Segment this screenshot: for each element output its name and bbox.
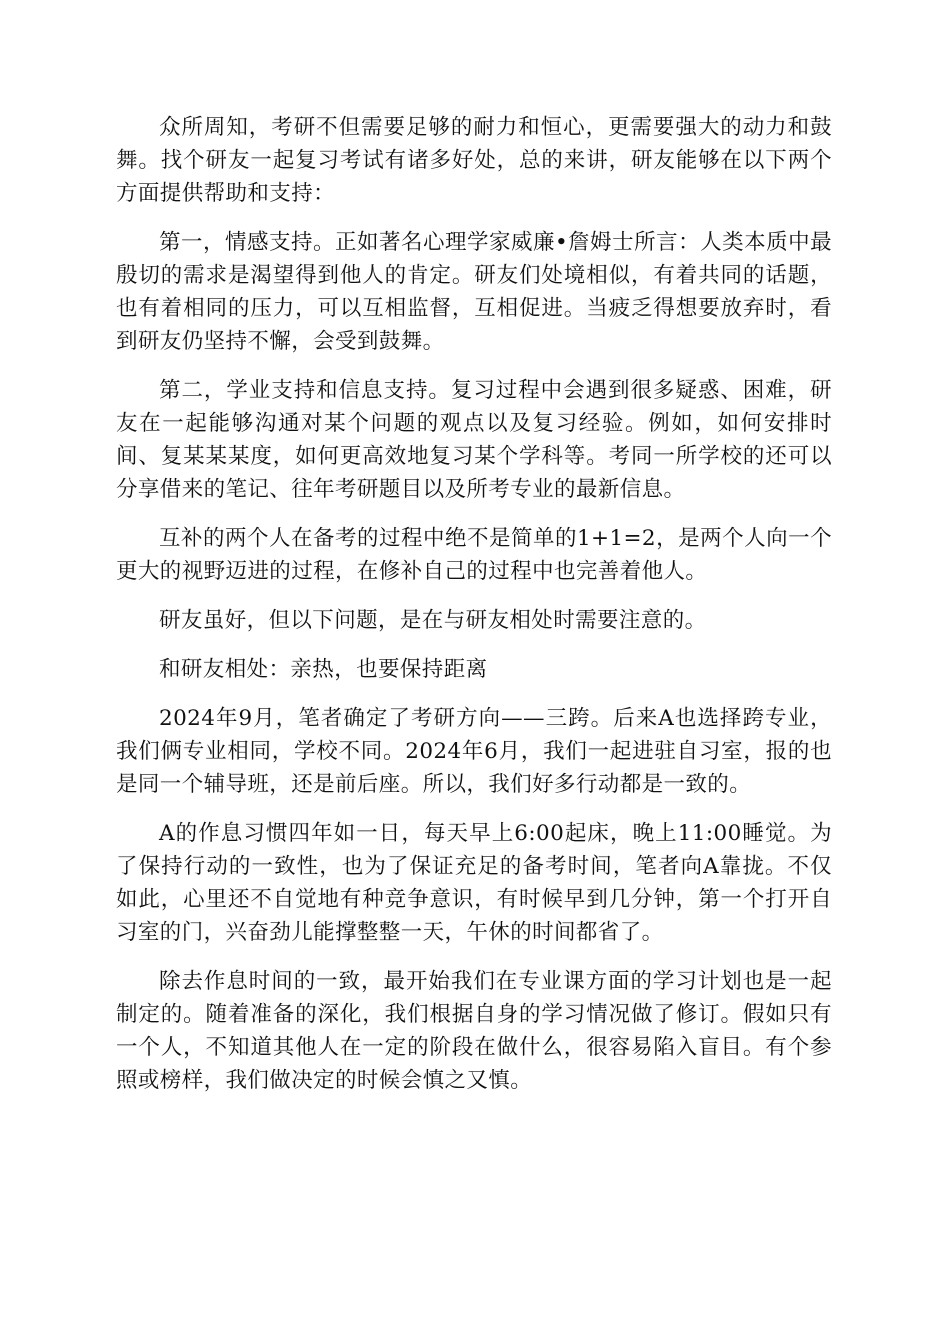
section-heading: 和研友相处：亲热，也要保持距离 <box>159 657 488 682</box>
paragraph-study-plan: 除去作息时间的一致，最开始我们在专业课方面的学习计划也是一起制定的。随着准备的深化，我们根据自身的学习情况做了修订。假如只有一个人，不知道其他人在一定的阶段在做什么，很容易陷入盲目。有个参照或榜样，我们做决定的时候会慎之又慎。 <box>116 969 832 1093</box>
paragraph-intro: 众所周知，考研不但需要足够的耐力和恒心，更需要强大的动力和鼓舞。找个研友一起复习考试有诸多好处，总的来讲，研友能够在以下两个方面提供帮助和支持： <box>116 115 832 206</box>
document-body <box>116 111 832 1113</box>
paragraph-schedule: A的作息习惯四年如一日，每天早上6:00起床，晚上11:00睡觉。为了保持行动的一致性，也为了保证充足的备考时间，笔者向A靠拢。不仅如此，心里还不自觉地有种竞争意识，有时候早到几分钟，第一个打开自习室的门，兴奋劲儿能撑整整一天，午休的时间都省了。 <box>116 821 832 945</box>
paragraph-caution: 研友虽好，但以下问题，是在与研友相处时需要注意的。 <box>159 608 707 633</box>
paragraph-story-start: 2024年9月，笔者确定了考研方向——三跨。后来A也选择跨专业，我们俩专业相同，学校不同。2024年6月，我们一起进驻自习室，报的也是同一个辅导班，还是前后座。所以，我们好多行动都是一致的。 <box>116 706 832 797</box>
paragraph-complement: 互补的两个人在备考的过程中绝不是简单的1+1=2，是两个人向一个更大的视野迈进的过程，在修补自己的过程中也完善着他人。 <box>116 526 832 584</box>
paragraph-academic-support: 第二，学业支持和信息支持。复习过程中会遇到很多疑惑、困难，研友在一起能够沟通对某个问题的观点以及复习经验。例如，如何安排时间、复某某某度，如何更高效地复习某个学科等。考同一所学校的还可以分享借来的笔记、往年考研题目以及所考专业的最新信息。 <box>116 378 832 502</box>
paragraph-emotional-support: 第一，情感支持。正如著名心理学家威廉•詹姆士所言：人类本质中最殷切的需求是渴望得到他人的肯定。研友们处境相似，有着共同的话题，也有着相同的压力，可以互相监督，互相促进。当疲乏得想要放弃时，看到研友仍坚持不懈，会受到鼓舞。 <box>116 230 832 354</box>
